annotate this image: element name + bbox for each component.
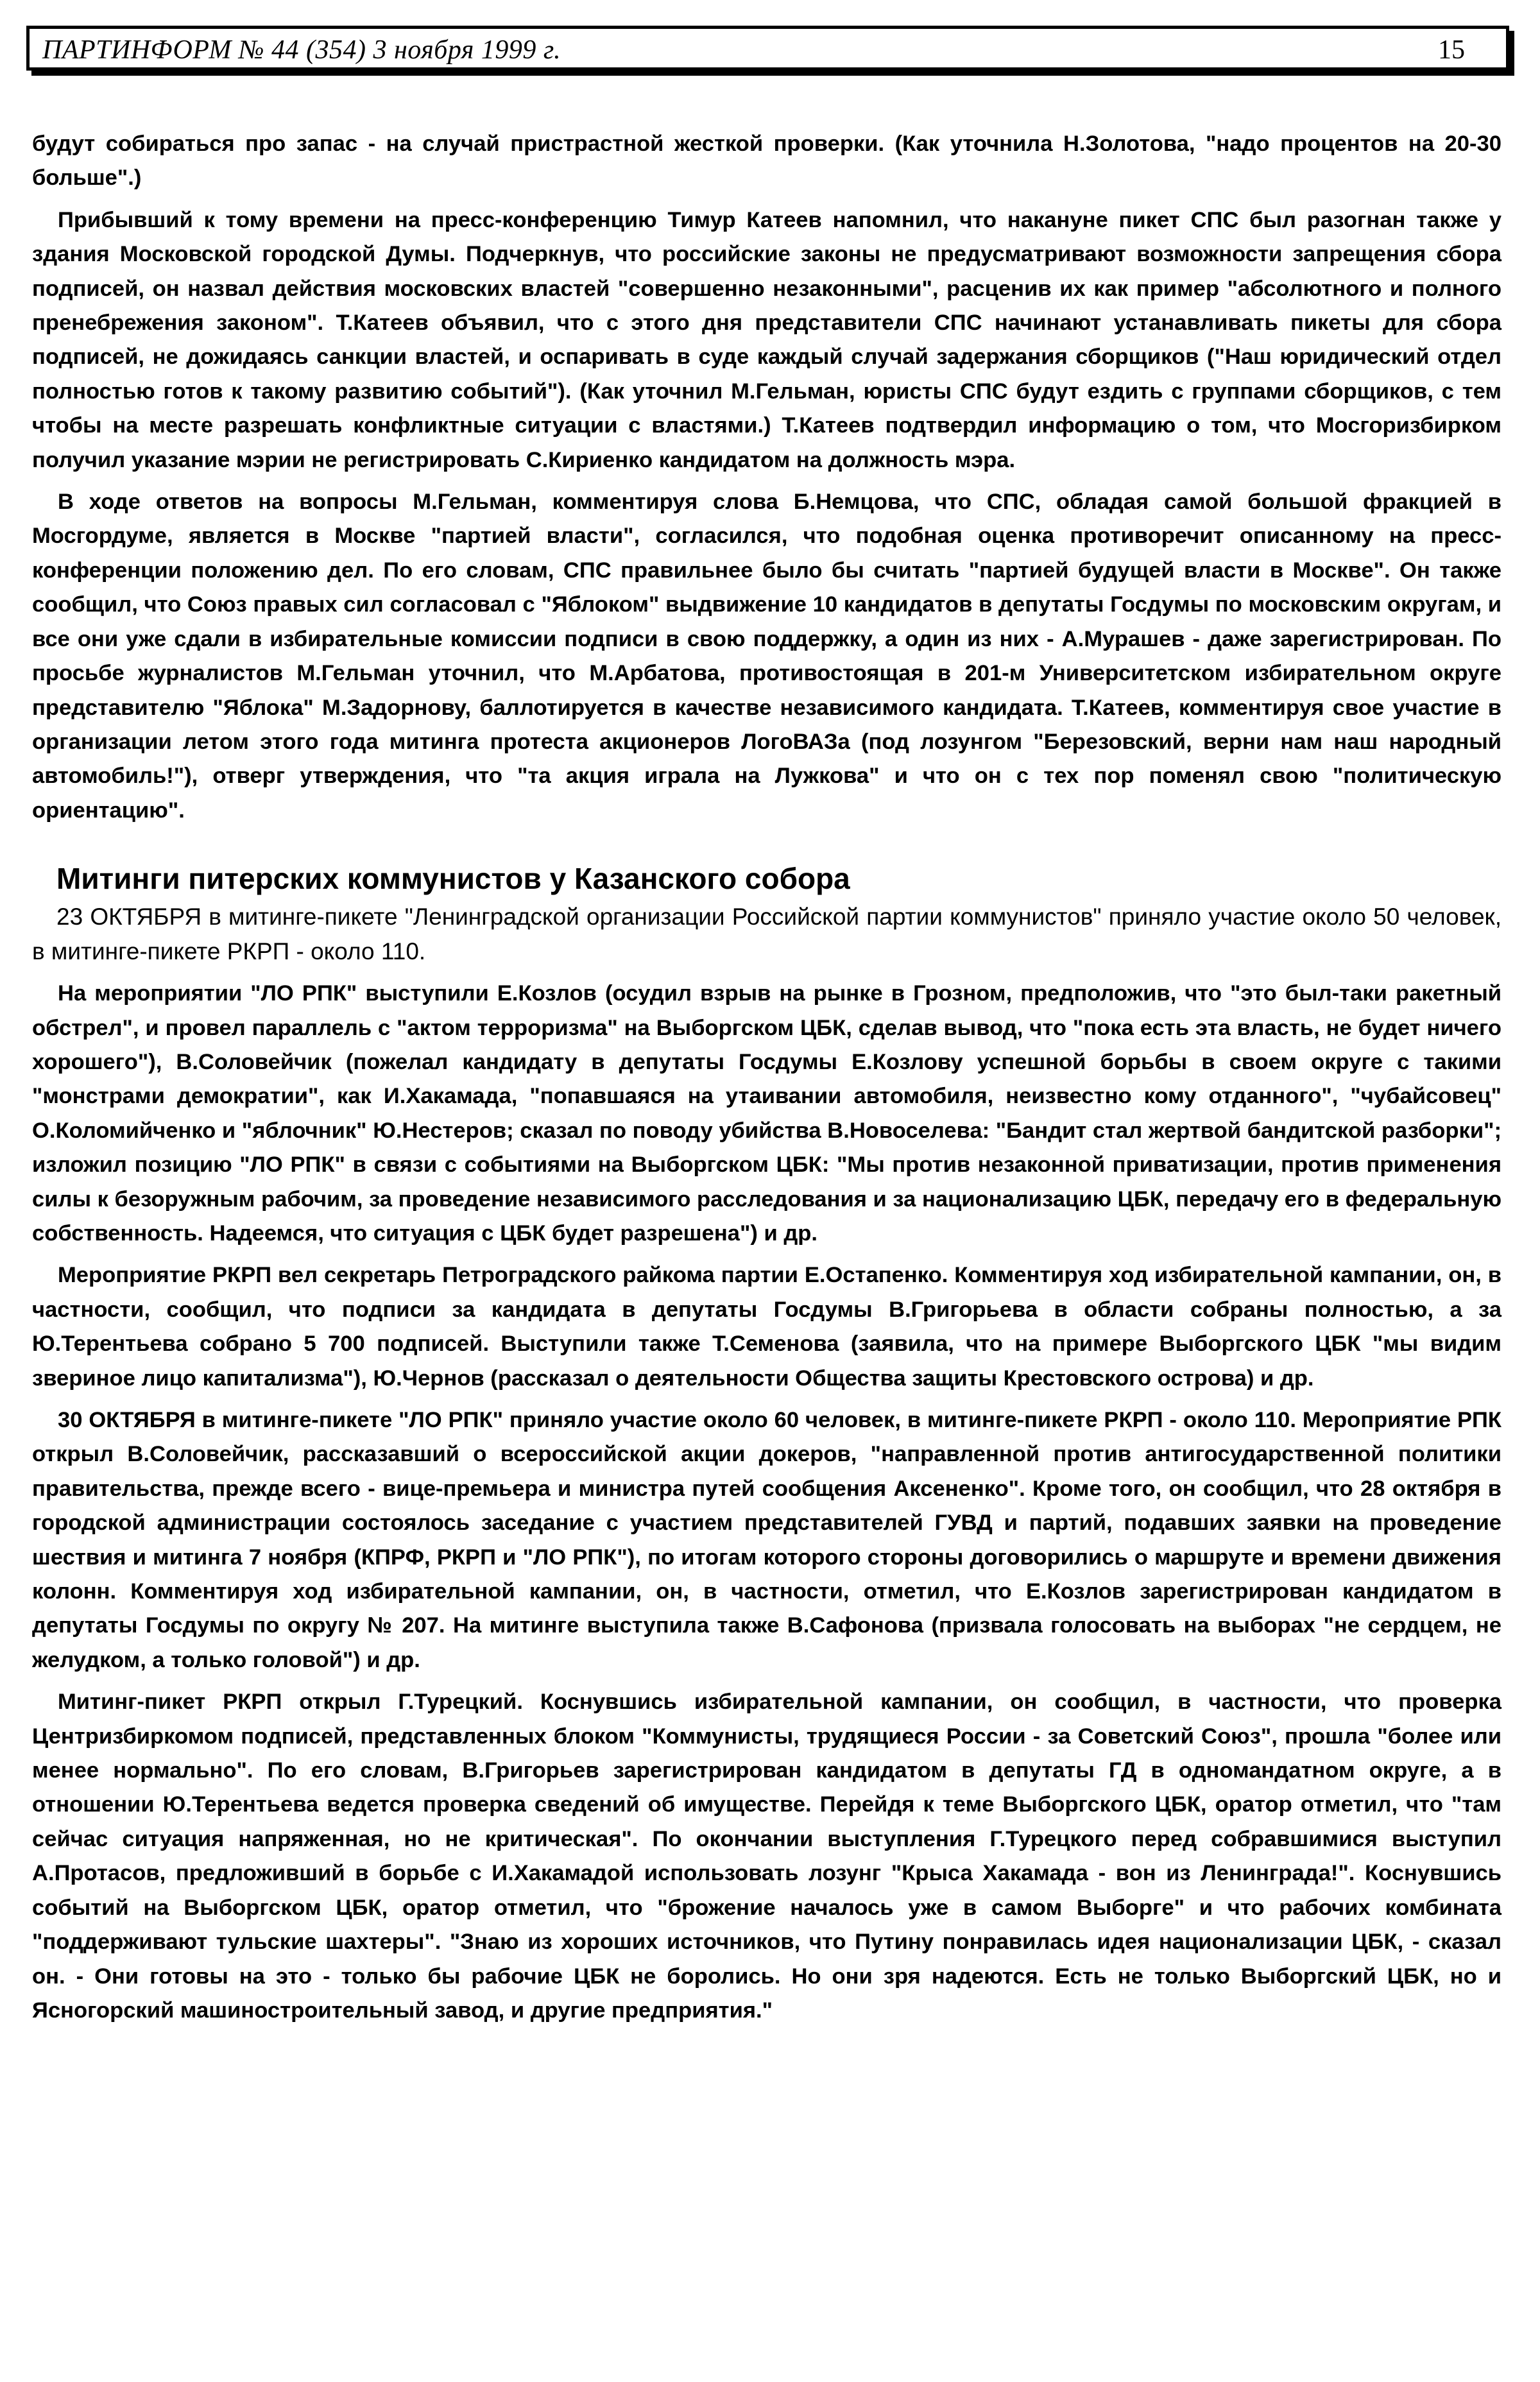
article-paragraph: В ходе ответов на вопросы М.Гельман, комментируя слова Б.Немцова, что СПС, обладая самой большой фракцией в Мосгордуме, является в Москве "партией власти", согласился, что подобная оценка противоречит описанному на пресс-конференции положению дел. По его словам, СПС правильнее было бы считать "партией будущей власти в Москве". Он также сообщил, что Союз правых сил согласовал с "Яблоком" выдвижение 10 кандидатов в депутаты Госдумы по московским округам, и все они уже сдали в избирательные комиссии подписи в свою поддержку, а один из них - А.Мурашев - даже зарегистрирован. По просьбе журналистов М.Гельман уточнил, что М.Арбатова, противостоящая в 201-м Университетском избирательном округе представителю "Яблока" М.Задорнову, баллотируется в качестве независимого кандидата. Т.Катеев, комментируя свое участие в организации летом этого года митинга протеста акционеров ЛогоВАЗа (под лозунгом "Березовский, верни нам наш народный автомобиль!"), отверг утверждения, что "та акция играла на Лужкова" и что он с тех пор поменял свою "политическую ориентацию". [32,490,1502,823]
article-heading: Митинги питерских коммунистов у Казанского собора [56,862,850,896]
article-paragraph: будут собираться про запас - на случай пристрастной жесткой проверки. (Как уточнила Н.Золотова, "надо процентов на 20-30 больше".) [32,132,1502,191]
article-lead: 23 ОКТЯБРЯ в митинге-пикете "Ленинградской организации Российской партии коммунистов" приняло участие около 50 человек, в митинге-пикете РКРП - около 110. [32,904,1502,965]
article-sps-press-conference [32,127,1502,828]
article-paragraph: Прибывший к тому времени на пресс-конференцию Тимур Катеев напомнил, что накануне пикет СПС был разогнан также у здания Московской городской Думы. Подчеркнув, что российские законы не предусматривают возможности запрещения сбора подписей, он назвал действия московских властей "совершенно незаконными", расценив их как пример "абсолютного и полного пренебрежения законом". Т.Катеев объявил, что с этого дня представители СПС начинают устанавливать пикеты для сбора подписей, не дожидаясь санкции властей, и оспаривать в суде каждый случай задержания сборщиков ("Наш юридический отдел полностью готов к такому развитию событий"). (Как уточнил М.Гельман, юристы СПС будут ездить с группами сборщиков, с тем чтобы на месте разрешать конфликтные ситуации с властями.) Т.Катеев подтвердил информацию о том, что Мосгоризбирком получил указание мэрии не регистрировать С.Кириенко кандидатом на должность мэра. [32,207,1502,472]
page-header [26,26,1509,71]
article-kazan-cathedral-rallies [32,860,1502,2028]
article-paragraph: Мероприятие РКРП вел секретарь Петроградского райкома партии Е.Остапенко. Комментируя ход избирательной кампании, он, в частности, сообщил, что подписи за кандидата в депутаты Госдумы В.Григорьева в области собраны полностью, а за Ю.Терентьева собрано 5 700 подписей. Выступили также Т.Семенова (заявила, что на примере Выборгского ЦБК "мы видим звериное лицо капитализма"), Ю.Чернов (рассказал о деятельности Общества защиты Крестовского острова) и др. [32,1263,1502,1391]
article-paragraph: Митинг-пикет РКРП открыл Г.Турецкий. Коснувшись избирательной кампании, он сообщил, в частности, что проверка Центризбиркомом подписей, представленных блоком "Коммунисты, трудящиеся России - за Советский Союз", прошла "более или менее нормально". По его словам, В.Григорьев зарегистрирован кандидатом в депутаты ГД в одномандатном округе, а в отношении Ю.Терентьева ведется проверка сведений об имуществе. Перейдя к теме Выборгского ЦБК, оратор отметил, что "там сейчас ситуация напряженная, но не критическая". По окончании выступления Г.Турецкого перед собравшимися выступил А.Протасов, предложивший в борьбе с И.Хакамадой использовать лозунг "Крыса Хакамада - вон из Ленинграда!". Коснувшись событий на Выборгском ЦБК, оратор отметил, что "брожение началось уже в самом Выборге" и что рабочих комбината "поддерживают тульские шахтеры". "Знаю из хороших источников, что Путину понравилась идея национализации ЦБК, - сказал он. - Они готовы на это - только бы рабочие ЦБК не боролись. Но они зря надеются. Есть не только Выборгский ЦБК, но и Ясногорский машиностроительный завод, и другие предприятия." [32,1690,1502,2023]
publication-title: ПАРТИНФОРМ № 44 (354) 3 ноября 1999 г. [42,35,561,65]
page-number: 15 [1438,35,1465,65]
article-paragraph: На мероприятии "ЛО РПК" выступили Е.Козлов (осудил взрыв на рынке в Грозном, предположив, что "это был-таки ракетный обстрел", и провел параллель с "актом терроризма" на Выборгском ЦБК, сделав вывод, что "пока есть эта власть, не будет ничего хорошего"), В.Соловейчик (пожелал кандидату в депутаты Госдумы Е.Козлову успешной борьбы в своем округе с такими "монстрами демократии", как И.Хакамада, "попавшаяся на утаивании автомобиля, неизвестно кому отданного", "чубайсовец" О.Коломийченко и "яблочник" Ю.Нестеров; сказал по поводу убийства В.Новоселева: "Бандит стал жертвой бандитской разборки"; изложил позицию "ЛО РПК" в связи с событиями на Выборгском ЦБК: "Мы против незаконной приватизации, против применения силы к безоружным рабочим, за проведение независимого расследования и за национализацию ЦБК, передачу его в федеральную собственность. Надеемся, что ситуация с ЦБК будет разрешена") и др. [32,981,1502,1246]
page-content [32,127,1502,2035]
article-paragraph: 30 ОКТЯБРЯ в митинге-пикете "ЛО РПК" приняло участие около 60 человек, в митинге-пикете РКРП - около 110. Мероприятие РПК открыл В.Соловейчик, рассказавший о всероссийской акции докеров, "направленной против антигосударственной политики правительства, прежде всего - вице-премьера и министра путей сообщения Аксененко". Кроме того, он сообщил, что 28 октября в городской администрации состоялось заседание с участием представителей ГУВД и партий, подавших заявки на проведение шествия и митинга 7 ноября (КПРФ, РКРП и "ЛО РПК"), по итогам которого стороны договорились о маршруте и времени движения колонн. Комментируя ход избирательной кампании, он, в частности, отметил, что Е.Козлов зарегистрирован кандидатом в депутаты Госдумы по округу № 207. На митинге выступила также В.Сафонова (призвала голосовать на выборах "не сердцем, не желудком, а только головой") и др. [32,1408,1502,1672]
